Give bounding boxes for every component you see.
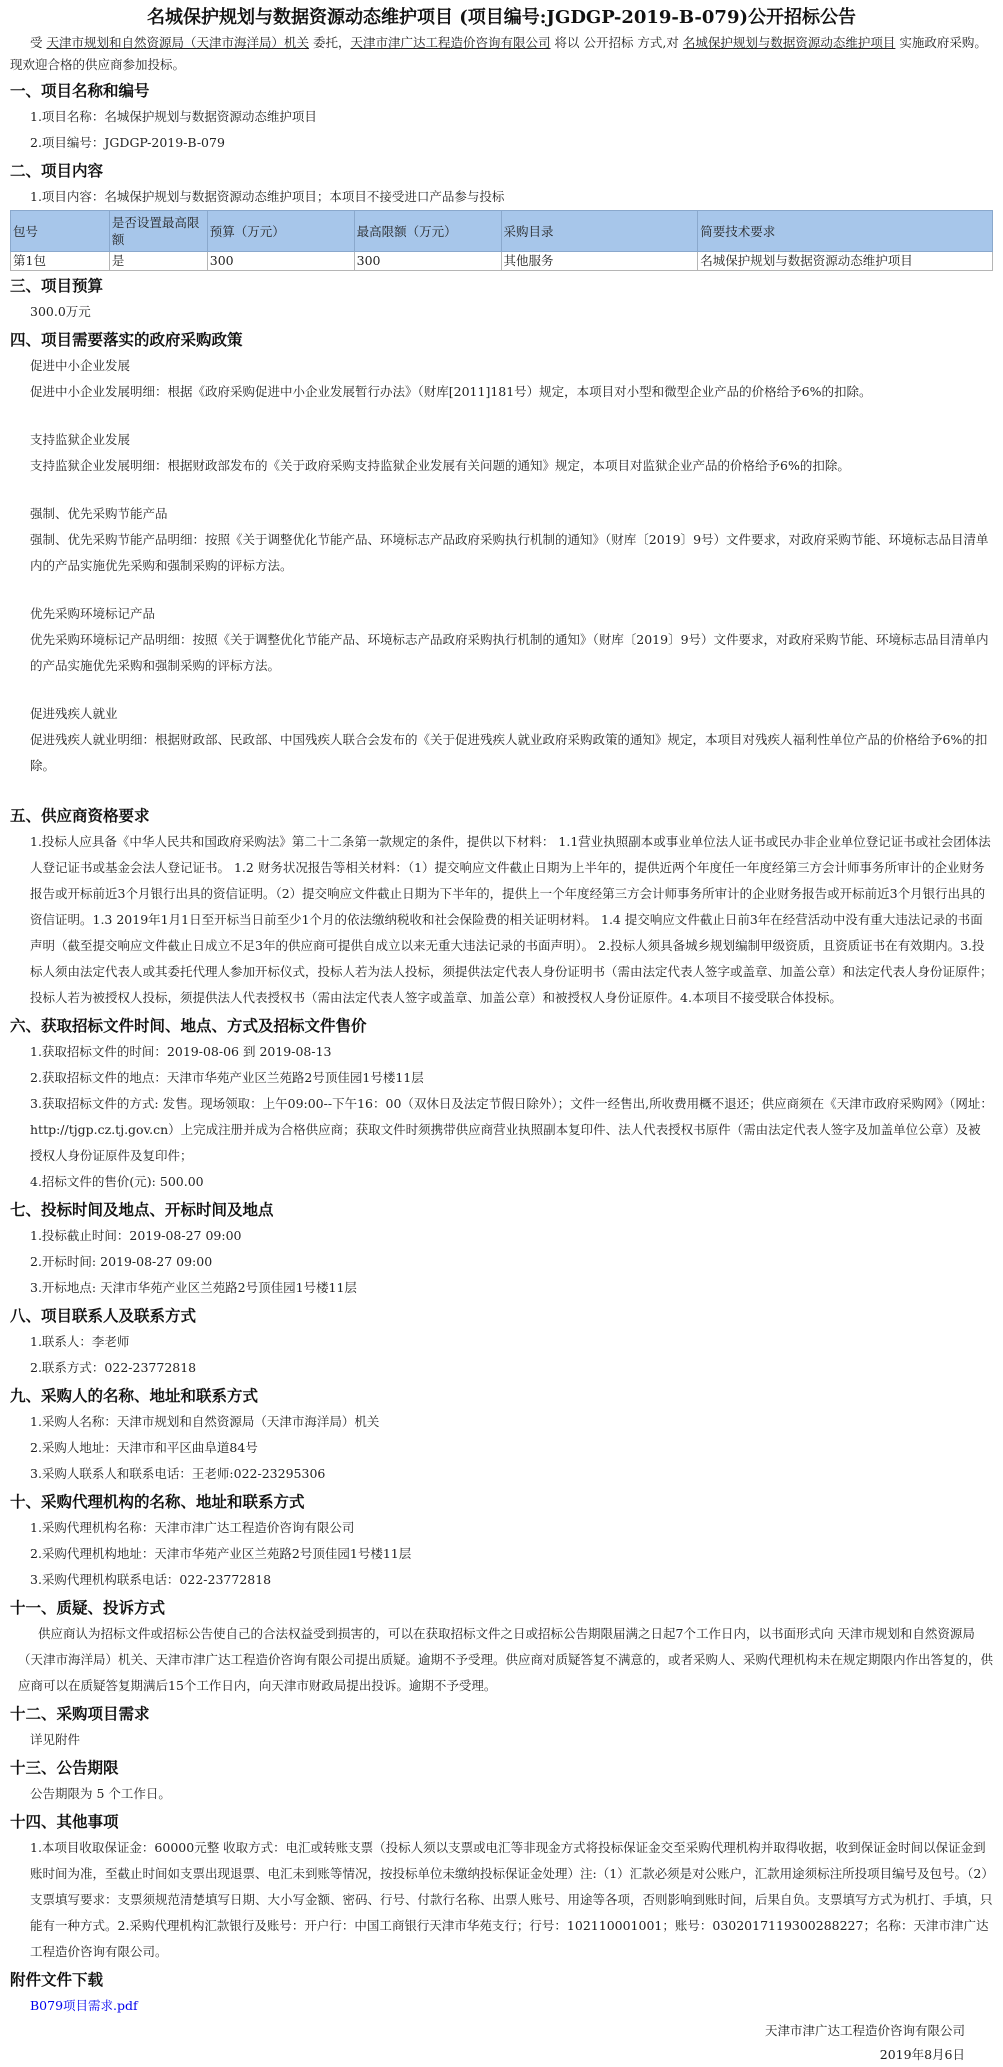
buyer-name: 1.采购人名称：天津市规划和自然资源局（天津市海洋局）机关 <box>30 1414 380 1429</box>
section-heading-14: 十四、其他事项 <box>10 1812 119 1831</box>
policy-title: 强制、优先采购节能产品 <box>30 506 168 521</box>
section-heading-12: 十二、采购项目需求 <box>10 1704 150 1723</box>
attachment-link[interactable]: B079项目需求.pdf <box>30 1998 138 2013</box>
package-table <box>10 210 993 271</box>
bid-deadline: 1.投标截止时间：2019-08-27 09:00 <box>30 1228 242 1243</box>
table-cell: 300 <box>207 252 354 271</box>
table-cell: 第1包 <box>11 252 110 271</box>
table-header-row <box>11 211 993 252</box>
signature-date: 2019年8月6日 <box>879 2047 965 2062</box>
table-header-cell: 采购目录 <box>501 211 698 252</box>
budget-value: 300.0万元 <box>30 304 91 319</box>
section-heading-3: 三、项目预算 <box>10 276 104 295</box>
notice-period: 公告期限为 5 个工作日。 <box>30 1786 171 1801</box>
table-row <box>11 252 993 271</box>
requirement-text: 详见附件 <box>30 1732 81 1747</box>
doc-obtain-method: 3.获取招标文件的方式: 发售。现场领取：上午09:00--下午16：00（双休日及法定节假日除外）；文件一经售出,所收费用概不退还；供应商须在《天津市政府采购网》（网址：http://tjgp.cz.tj.gov.cn）上完成注册并成为合格供应商；获取文件时须携带供应商营业执照副本复印件、法人代表授权书原件（需由法定代表人签字及加盖单位公章）及被授权人身份证原件及复印件； <box>30 1096 993 1163</box>
intro-text-1: 受 <box>30 35 47 50</box>
other-matters-text: 1.本项目收取保证金：60000元整 收取方式：电汇或转账支票（投标人须以支票或电汇等非现金方式将投标保证金交至采购代理机构并取得收据，收到保证金时间以保证金到账时间为准，至截止时间如支票出现退票、电汇未到账等情况，按投标单位未缴纳投标保证金处理）注:（1）汇款必须是对公账户，汇款用途须标注所投项目编号及包号。（2）支票填写要求：支票须规范清楚填写日期、大小写金额、密码、行号、付款行名称、出票人账号、用途等各项，否则影响到账时间，后果自负。支票填写方式为机打、手填，只能有一种方式。2.采购代理机构汇款银行及账号：开户行：中国工商银行天津市华苑支行；行号：102110001001；账号：0302017119300288227；名称：天津市津广达工程造价咨询有限公司。 <box>30 1840 993 1959</box>
signature-org: 天津市津广达工程造价咨询有限公司 <box>764 2023 965 2038</box>
page-title: 名城保护规划与数据资源动态维护项目 (项目编号:JGDGP-2019-B-079)公开招标公告 <box>147 7 856 28</box>
policy-detail: 促进中小企业发展明细：根据《政府采购促进中小企业发展暂行办法》（财库[2011]181号）规定，本项目对小型和微型企业产品的价格给予6%的扣除。 <box>30 384 872 399</box>
intro-buyer: 天津市规划和自然资源局（天津市海洋局）机关 <box>46 35 309 50</box>
doc-obtain-time: 1.获取招标文件的时间：2019-08-06 到 2019-08-13 <box>30 1044 332 1059</box>
section-heading-6: 六、获取招标文件时间、地点、方式及招标文件售价 <box>10 1016 367 1035</box>
intro-text-4: 实施政府采购。现欢迎合格的供应商参加投标。 <box>10 35 987 72</box>
buyer-address: 2.采购人地址：天津市和平区曲阜道84号 <box>30 1440 258 1455</box>
table-cell: 是 <box>109 252 207 271</box>
doc-obtain-place: 2.获取招标文件的地点：天津市华苑产业区兰苑路2号顶佳园1号楼11层 <box>30 1070 424 1085</box>
intro-text-3: 将以 公开招标 方式,对 <box>550 35 683 50</box>
intro-text-2: 委托， <box>309 35 351 50</box>
section-heading-10: 十、采购代理机构的名称、地址和联系方式 <box>10 1492 305 1511</box>
table-cell: 其他服务 <box>501 252 698 271</box>
table-header-cell: 包号 <box>11 211 110 252</box>
policy-detail: 强制、优先采购节能产品明细：按照《关于调整优化节能产品、环境标志产品政府采购执行机制的通知》（财库〔2019〕9号）文件要求，对政府采购节能、环境标志品目清单内的产品实施优先采购和强制采购的评标方法。 <box>30 532 989 573</box>
opening-place: 3.开标地点: 天津市华苑产业区兰苑路2号顶佳园1号楼11层 <box>30 1280 357 1295</box>
opening-time: 2.开标时间: 2019-08-27 09:00 <box>30 1254 213 1269</box>
doc-price: 4.招标文件的售价(元): 500.00 <box>30 1174 204 1189</box>
project-code: 2.项目编号：JGDGP-2019-B-079 <box>30 135 225 150</box>
agency-phone: 3.采购代理机构联系电话：022-23772818 <box>30 1572 272 1587</box>
attachments-heading: 附件文件下载 <box>10 1970 104 1989</box>
section-heading-5: 五、供应商资格要求 <box>10 806 150 825</box>
table-header-cell: 简要技术要求 <box>698 211 993 252</box>
policy-title: 优先采购环境标记产品 <box>30 606 156 621</box>
table-cell: 名城保护规划与数据资源动态维护项目 <box>698 252 993 271</box>
table-cell: 300 <box>354 252 501 271</box>
section-heading-7: 七、投标时间及地点、开标时间及地点 <box>10 1200 274 1219</box>
section-heading-4: 四、项目需要落实的政府采购政策 <box>10 330 243 349</box>
complaint-text: 供应商认为招标文件或招标公告使自己的合法权益受到损害的，可以在获取招标文件之日或招标公告期限届满之日起7个工作日内，以书面形式向 天津市规划和自然资源局（天津市海洋局）机关、天津市津广达工程造价咨询有限公司提出质疑。逾期不予受理。供应商对质疑答复不满意的，或者采购人、采购代理机构未在规定期限内作出答复的，供应商可以在质疑答复期满后15个工作日内，向天津市财政局提出投诉。逾期不予受理。 <box>18 1626 994 1693</box>
intro-agency: 天津市津广达工程造价咨询有限公司 <box>350 35 551 50</box>
table-header-cell: 最高限额（万元） <box>354 211 501 252</box>
policy-title: 支持监狱企业发展 <box>30 432 131 447</box>
project-name: 1.项目名称：名城保护规划与数据资源动态维护项目 <box>30 109 317 124</box>
table-header-cell: 预算（万元） <box>207 211 354 252</box>
intro-paragraph <box>10 32 993 76</box>
project-content: 1.项目内容：名城保护规划与数据资源动态维护项目；本项目不接受进口产品参与投标 <box>30 189 505 204</box>
section-heading-11: 十一、质疑、投诉方式 <box>10 1598 166 1617</box>
policy-title: 促进中小企业发展 <box>30 358 131 373</box>
policy-detail: 优先采购环境标记产品明细：按照《关于调整优化节能产品、环境标志产品政府采购执行机制的通知》（财库〔2019〕9号）文件要求，对政府采购节能、环境标志品目清单内的产品实施优先采购和强制采购的评标方法。 <box>30 632 989 673</box>
policy-detail: 促进残疾人就业明细：根据财政部、民政部、中国残疾人联合会发布的《关于促进残疾人就业政府采购政策的通知》规定，本项目对残疾人福利性单位产品的价格给予6%的扣除。 <box>30 732 988 773</box>
contact-phone: 2.联系方式：022-23772818 <box>30 1360 197 1375</box>
qualification-text: 1.投标人应具备《中华人民共和国政府采购法》第二十二条第一款规定的条件，提供以下材料： 1.1营业执照副本或事业单位法人证书或民办非企业单位登记证书或社会团体法人登记证书或基金会法人登记证书。 1.2 财务状况报告等相关材料：（1）提交响应文件截止日期为上半年的，提供近两个年度任一年度经第三方会计师事务所审计的企业财务报告或开标前近3个月银行出具的资信证明。（2）提交响应文件截止日期为下半年的，提供上一个年度经第三方会计师事务所审计的企业财务报告或开标前近3个月银行出具的资信证明。1.3 2019年1月1日至开标当日前至少1个月的依法缴纳税收和社会保险费的相关证明材料。 1.4 提交响应文件截止日前3年在经营活动中没有重大违法记录的书面声明（截至提交响应文件截止日成立不足3年的供应商可提供自成立以来无重大违法记录的书面声明）。 2.投标人须具备城乡规划编制甲级资质，且资质证书在有效期内。3.投标人须由法定代表人或其委托代理人参加开标仪式，投标人若为法人投标，须提供法定代表人身份证明书（需由法定代表人签字或盖章、加盖公章）和法定代表人身份证原件；投标人若为被授权人投标，须提供法人代表授权书（需由法定代表人签字或盖章、加盖公章）和被授权人身份证原件。4.本项目不接受联合体投标。 <box>30 834 993 1005</box>
section-heading-2: 二、项目内容 <box>10 161 104 180</box>
table-header-cell: 是否设置最高限额 <box>109 211 207 252</box>
policy-title: 促进残疾人就业 <box>30 706 118 721</box>
section-heading-1: 一、项目名称和编号 <box>10 81 150 100</box>
agency-address: 2.采购代理机构地址：天津市华苑产业区兰苑路2号顶佳园1号楼11层 <box>30 1546 412 1561</box>
section-heading-13: 十三、公告期限 <box>10 1758 119 1777</box>
agency-name: 1.采购代理机构名称：天津市津广达工程造价咨询有限公司 <box>30 1520 355 1535</box>
section-heading-8: 八、项目联系人及联系方式 <box>10 1306 197 1325</box>
intro-project: 名城保护规划与数据资源动态维护项目 <box>682 35 896 50</box>
section-heading-9: 九、采购人的名称、地址和联系方式 <box>10 1386 259 1405</box>
contact-person: 1.联系人：李老师 <box>30 1334 130 1349</box>
policy-detail: 支持监狱企业发展明细：根据财政部发布的《关于政府采购支持监狱企业发展有关问题的通知》规定，本项目对监狱企业产品的价格给予6%的扣除。 <box>30 458 850 473</box>
buyer-contact: 3.采购人联系人和联系电话：王老师:022-23295306 <box>30 1466 326 1481</box>
